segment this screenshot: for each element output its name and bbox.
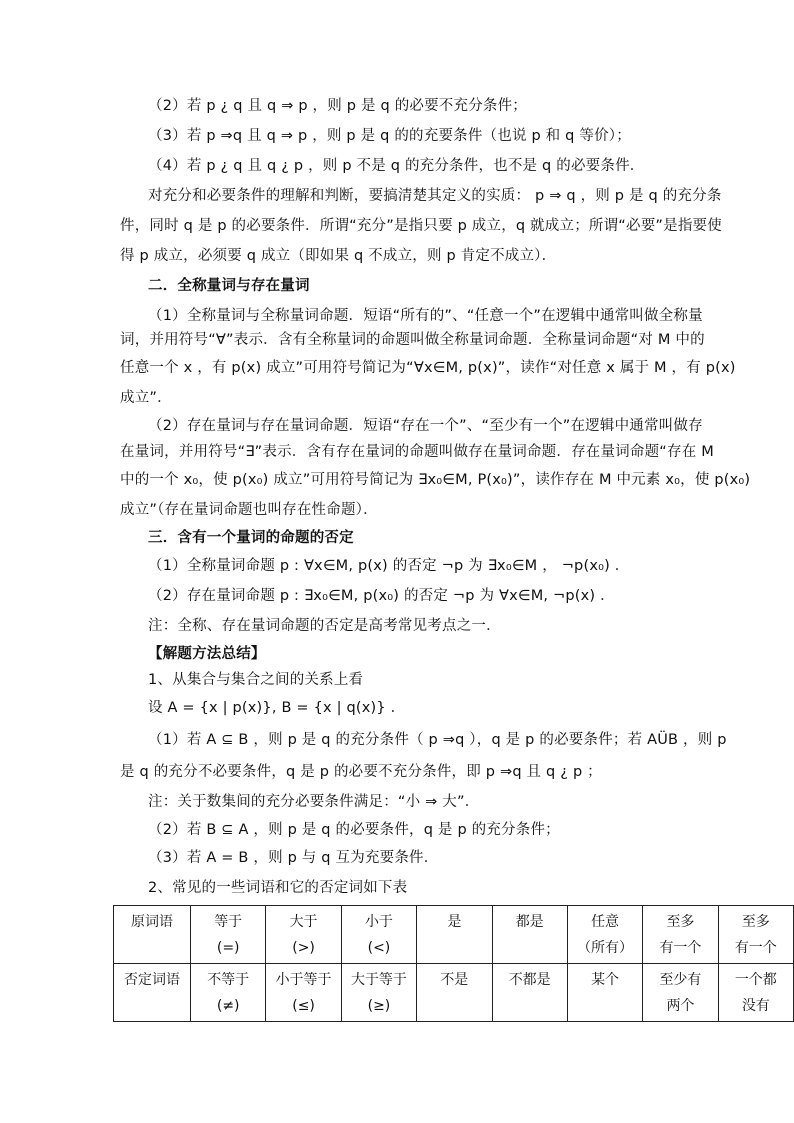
paragraph-line: （3）若 A = B ，则 p 与 q 互为充要条件． — [148, 850, 439, 866]
table-cell: 不是 — [417, 964, 492, 1022]
table-cell: 是 — [417, 906, 492, 964]
paragraph-line: 任意一个 x ，有 p(x) 成立”可用符号简记为“∀x∈M, p(x)”，读作“对任意 x 属于 M ，有 p(x) — [120, 360, 736, 376]
paragraph-line: 得 p 成立，必须要 q 成立（即如果 q 不成立，则 p 肯定不成立）． — [120, 248, 557, 264]
paragraph-line: 2、常见的一些词语和它的否定词如下表 — [148, 880, 408, 896]
table-cell: 一个都 没有 — [718, 964, 793, 1022]
paragraph-line: （2）存在量词与存在量词命题．短语“存在一个”、“至少有一个”在逻辑中通常叫做存 — [148, 418, 703, 434]
table-cell: 小于 (<) — [341, 906, 416, 964]
negation-word-table — [113, 905, 794, 1022]
table-cell: 大于 (>) — [266, 906, 341, 964]
paragraph-line: 词，并用符号“∀”表示．含有全称量词的命题叫做全称量词命题．全称量词命题“对 M 中的 — [120, 332, 705, 348]
paragraph-line: （1）若 A ⊆ B ，则 p 是 q 的充分条件（ p ⇒q ），q 是 p 的必要条件；若 AÜB ，则 p — [148, 732, 727, 748]
paragraph-line: （1）全称量词命题 p : ∀x∈M, p(x) 的否定 ¬p 为 ∃x₀∈M ， ¬p(x₀) ． — [148, 558, 630, 574]
paragraph-line: （2）若 p ¿ q 且 q ⇒ p ，则 p 是 q 的必要不充分条件； — [148, 98, 528, 114]
paragraph-line: （3）若 p ⇒q 且 q ⇒ p ，则 p 是 q 的的充要条件（也说 p 和 q 等价）； — [148, 128, 631, 144]
paragraph-line: 对充分和必要条件的理解和判断，要搞清楚其定义的实质： p ⇒ q ，则 p 是 q 的充分条 — [148, 188, 722, 204]
table-cell: 任意 （所有） — [567, 906, 642, 964]
paragraph-line: 注：全称、存在量词命题的否定是高考常见考点之一． — [148, 618, 501, 634]
paragraph-line: 是 q 的充分不必要条件，q 是 p 的必要不充分条件，即 p ⇒q 且 q ¿ p ； — [120, 764, 602, 780]
paragraph-line: 注：关于数集间的充分必要条件满足：“小 ⇒ 大”． — [148, 794, 480, 810]
paragraph-line: （1）全称量词与全称量词命题．短语“所有的”、“任意一个”在逻辑中通常叫做全称量 — [148, 308, 703, 324]
table-cell: 至多 有一个 — [643, 906, 718, 964]
table-cell: 某个 — [567, 964, 642, 1022]
table-row — [114, 964, 794, 1022]
table-cell: 至多 有一个 — [718, 906, 793, 964]
table-cell: 都是 — [492, 906, 567, 964]
paragraph-line: 设 A = {x | p(x)}, B = {x | q(x)} ． — [148, 700, 406, 716]
paragraph-line: 1、从集合与集合之间的关系上看 — [148, 672, 364, 688]
paragraph-line: （2）若 B ⊆ A ，则 p 是 q 的必要条件，q 是 p 的充分条件； — [148, 822, 560, 838]
table-cell: 小于等于 (≤) — [266, 964, 341, 1022]
table-cell: 不等于 (≠) — [191, 964, 266, 1022]
paragraph-line: 成立”（存在量词命题也叫存在性命题）． — [120, 502, 378, 518]
paragraph-line: （4）若 p ¿ q 且 q ¿ p ，则 p 不是 q 的充分条件，也不是 q 的必要条件． — [148, 158, 645, 174]
paragraph-line: 件，同时 q 是 p 的必要条件．所谓“充分”是指只要 p 成立，q 就成立；所谓“必要”是指要使 — [120, 218, 722, 234]
paragraph-line: 中的一个 x₀，使 p(x₀) 成立”可用符号简记为 ∃x₀∈M, P(x₀)”，读作存在 M 中元素 x₀，使 p(x₀) — [120, 472, 751, 488]
paragraph-line: （2）存在量词命题 p : ∃x₀∈M, p(x₀) 的否定 ¬p 为 ∀x∈M, ¬p(x) ． — [148, 588, 615, 604]
section-heading: 【解题方法总结】 — [148, 646, 266, 662]
table-cell: 不都是 — [492, 964, 567, 1022]
paragraph-line: 在量词，并用符号“∃”表示．含有存在量词的命题叫做存在量词命题．存在量词命题“存在 M — [120, 444, 714, 460]
section-heading: 二．全称量词与存在量词 — [148, 278, 310, 294]
table-cell: 大于等于 (≥) — [341, 964, 416, 1022]
section-heading: 三．含有一个量词的命题的否定 — [148, 530, 354, 546]
table-cell: 至少有 两个 — [643, 964, 718, 1022]
row-header-cell: 原词语 — [114, 906, 191, 964]
row-header-cell: 否定词语 — [114, 964, 191, 1022]
paragraph-line: 成立”． — [120, 390, 172, 406]
table-row — [114, 906, 794, 964]
table-cell: 等于 (=) — [191, 906, 266, 964]
